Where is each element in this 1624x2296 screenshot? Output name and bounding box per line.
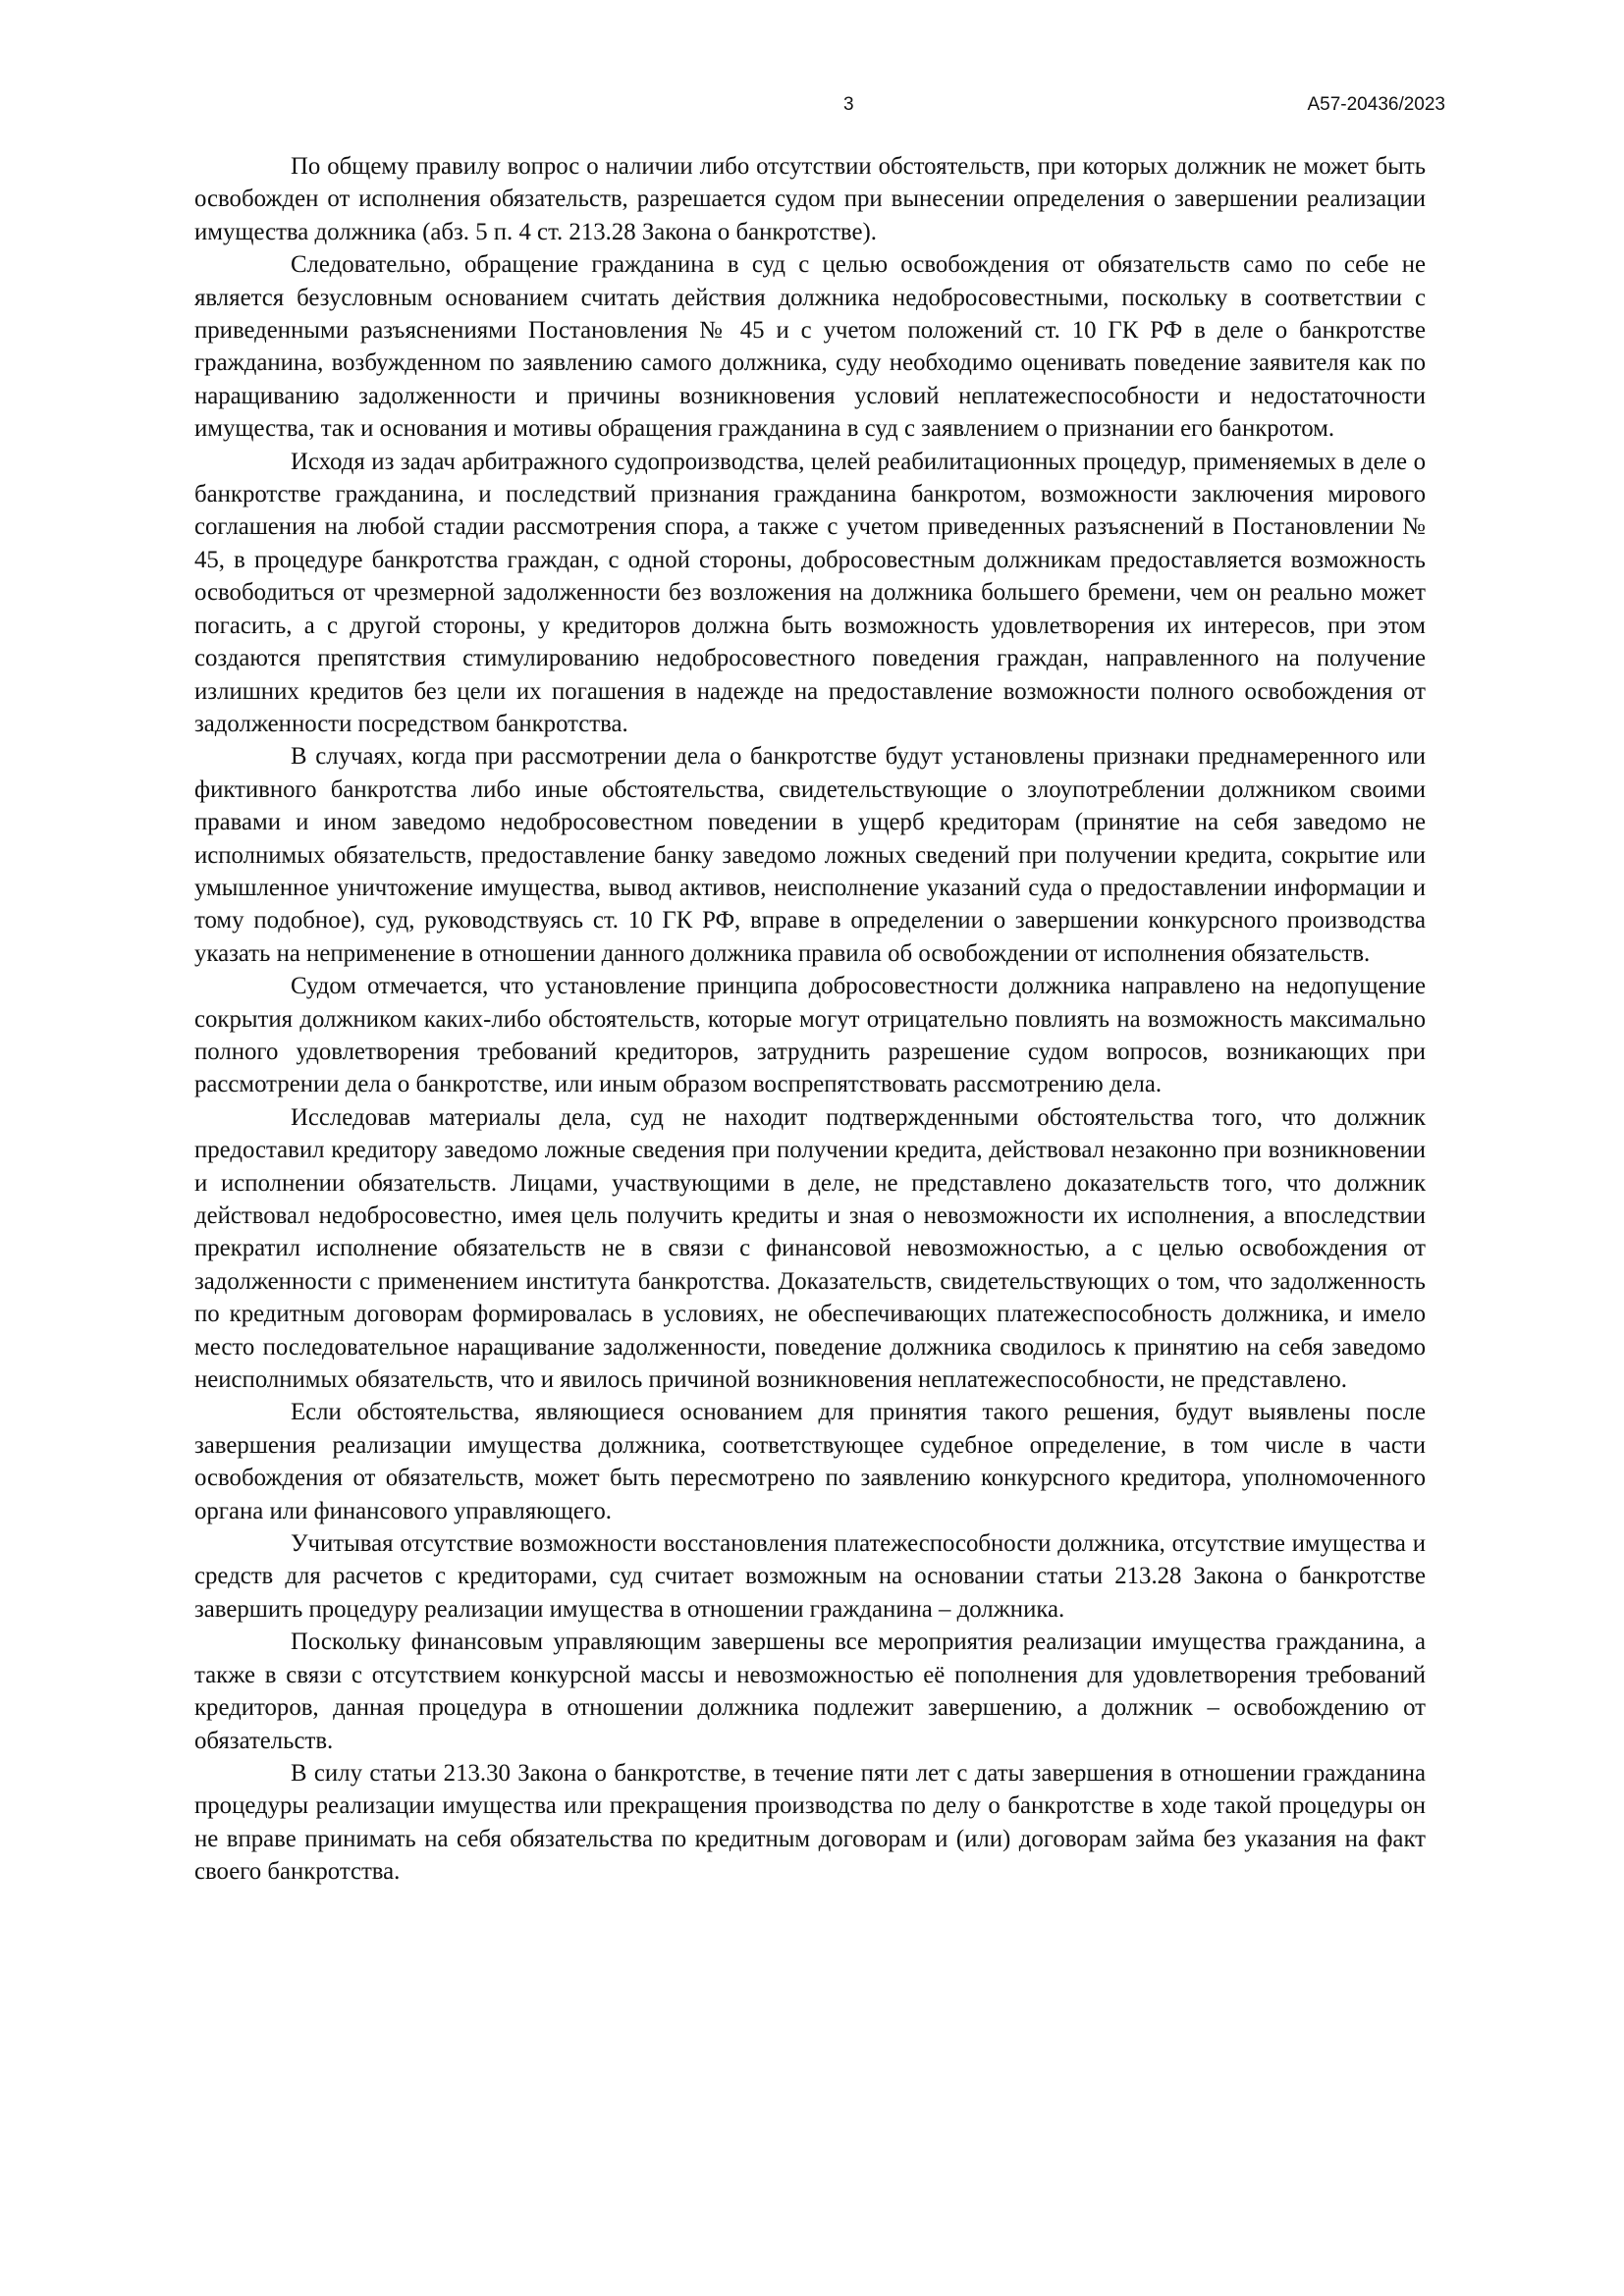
page-header bbox=[0, 94, 1624, 124]
page-number: 3 bbox=[843, 94, 854, 115]
paragraph: Учитывая отсутствие возможности восстановления платежеспособности должника, отсутствие имущества и средств для расчетов с кредиторами, суд считает возможным на основании статьи 213.28 Закона о банкротстве завершить процедуру реализации имущества в отношении гражданина – должника. bbox=[194, 1530, 1426, 1623]
paragraph: Если обстоятельства, являющиеся основанием для принятия такого решения, будут выявлены после завершения реализации имущества должника, соответствующее судебное определение, в том числе в части освобождения от обязательств, может быть пересмотрено по заявлению конкурсного кредитора, уполномоченного органа или финансового управляющего. bbox=[194, 1399, 1426, 1524]
paragraph: Поскольку финансовым управляющим завершены все мероприятия реализации имущества гражданина, а также в связи с отсутствием конкурсной массы и невозможностью её пополнения для удовлетворения требований кредиторов, данная процедура в отношении должника подлежит завершению, а должник – освобождению от обязательств. bbox=[194, 1629, 1426, 1754]
paragraph: Судом отмечается, что установление принципа добросовестности должника направлено на недопущение сокрытия должником каких-либо обстоятельств, которые могут отрицательно повлиять на возможность максимально полного удовлетворения требований кредиторов, затруднить разрешение судом вопросов, возникающих при рассмотрении дела о банкротстве, или иным образом воспрепятствовать рассмотрению дела. bbox=[194, 973, 1426, 1098]
paragraph: По общему правилу вопрос о наличии либо отсутствии обстоятельств, при которых должник не может быть освобожден от исполнения обязательств, разрешается судом при вынесении определения о завершении реализации имущества должника (абз. 5 п. 4 ст. 213.28 Закона о банкротстве). bbox=[194, 153, 1426, 245]
paragraph: Исследовав материалы дела, суд не находит подтвержденными обстоятельства того, что должник предоставил кредитору заведомо ложные сведения при получении кредита, действовал незаконно при возникновении и исполнении обязательств. Лицами, участвующими в деле, не представлено доказательств того, что должник действовал недобросовестно, имея цель получить кредиты и зная о невозможности их исполнения, а впоследствии прекратил исполнение обязательств не в связи с финансовой невозможностью, а с целью освобождения от задолженности с применением института банкротства. Доказательств, свидетельствующих о том, что задолженность по кредитным договорам формировалась в условиях, не обеспечивающих платежеспособность должника, и имело место последовательное наращивание задолженности, поведение должника сводилось к принятию на себя заведомо неисполнимых обязательств, что и явилось причиной возникновения неплатежеспособности, не представлено. bbox=[194, 1103, 1426, 1394]
paragraph: Следовательно, обращение гражданина в суд с целью освобождения от обязательств само по себе не является безусловным основанием считать действия должника недобросовестными, поскольку в соответствии с приведенными разъяснениями Постановления № 45 и с учетом положений ст. 10 ГК РФ в деле о банкротстве гражданина, возбужденном по заявлению самого должника, суду необходимо оценивать поведение заявителя как по наращиванию задолженности и причины возникновения условий неплатежеспособности и недостаточности имущества, так и основания и мотивы обращения гражданина в суд с заявлением о признании его банкротом. bbox=[194, 251, 1426, 443]
case-number: А57-20436/2023 bbox=[1307, 94, 1445, 115]
paragraph: В силу статьи 213.30 Закона о банкротстве, в течение пяти лет с даты завершения в отношении гражданина процедуры реализации имущества или прекращения производства по делу о банкротстве в ходе такой процедуры он не вправе принимать на себя обязательства по кредитным договорам и (или) договорам займа без указания на факт своего банкротства. bbox=[194, 1759, 1426, 1886]
paragraph: В случаях, когда при рассмотрении дела о банкротстве будут установлены признаки преднамеренного или фиктивного банкротства либо иные обстоятельства, свидетельствующие о злоупотреблении должником своими правами и ином заведомо недобросовестном поведении в ущерб кредиторам (принятие на себя заведомо не исполнимых обязательств, предоставление банку заведомо ложных сведений при получении кредита, сокрытие или умышленное уничтожение имущества, вывод активов, неисполнение указаний суда о предоставлении информации и тому подобное), суд, руководствуясь ст. 10 ГК РФ, вправе в определении о завершении конкурсного производства указать на неприменение в отношении данного должника правила об освобождении от исполнения обязательств. bbox=[194, 743, 1426, 967]
paragraph: Исходя из задач арбитражного судопроизводства, целей реабилитационных процедур, применяемых в деле о банкротстве гражданина, и последствий признания гражданина банкротом, возможности заключения мирового соглашения на любой стадии рассмотрения спора, а также с учетом приведенных разъяснений в Постановлении № 45, в процедуре банкротства граждан, с одной стороны, добросовестным должникам предоставляется возможность освободиться от чрезмерной задолженности без возложения на должника большего бремени, чем он реально может погасить, а с другой стороны, у кредиторов должна быть возможность удовлетворения их интересов, при этом создаются препятствия стимулированию недобросовестного поведения граждан, направленного на получение излишних кредитов без цели их погашения в надежде на предоставление возможности полного освобождения от задолженности посредством банкротства. bbox=[194, 448, 1426, 737]
document-body bbox=[194, 150, 1426, 1889]
